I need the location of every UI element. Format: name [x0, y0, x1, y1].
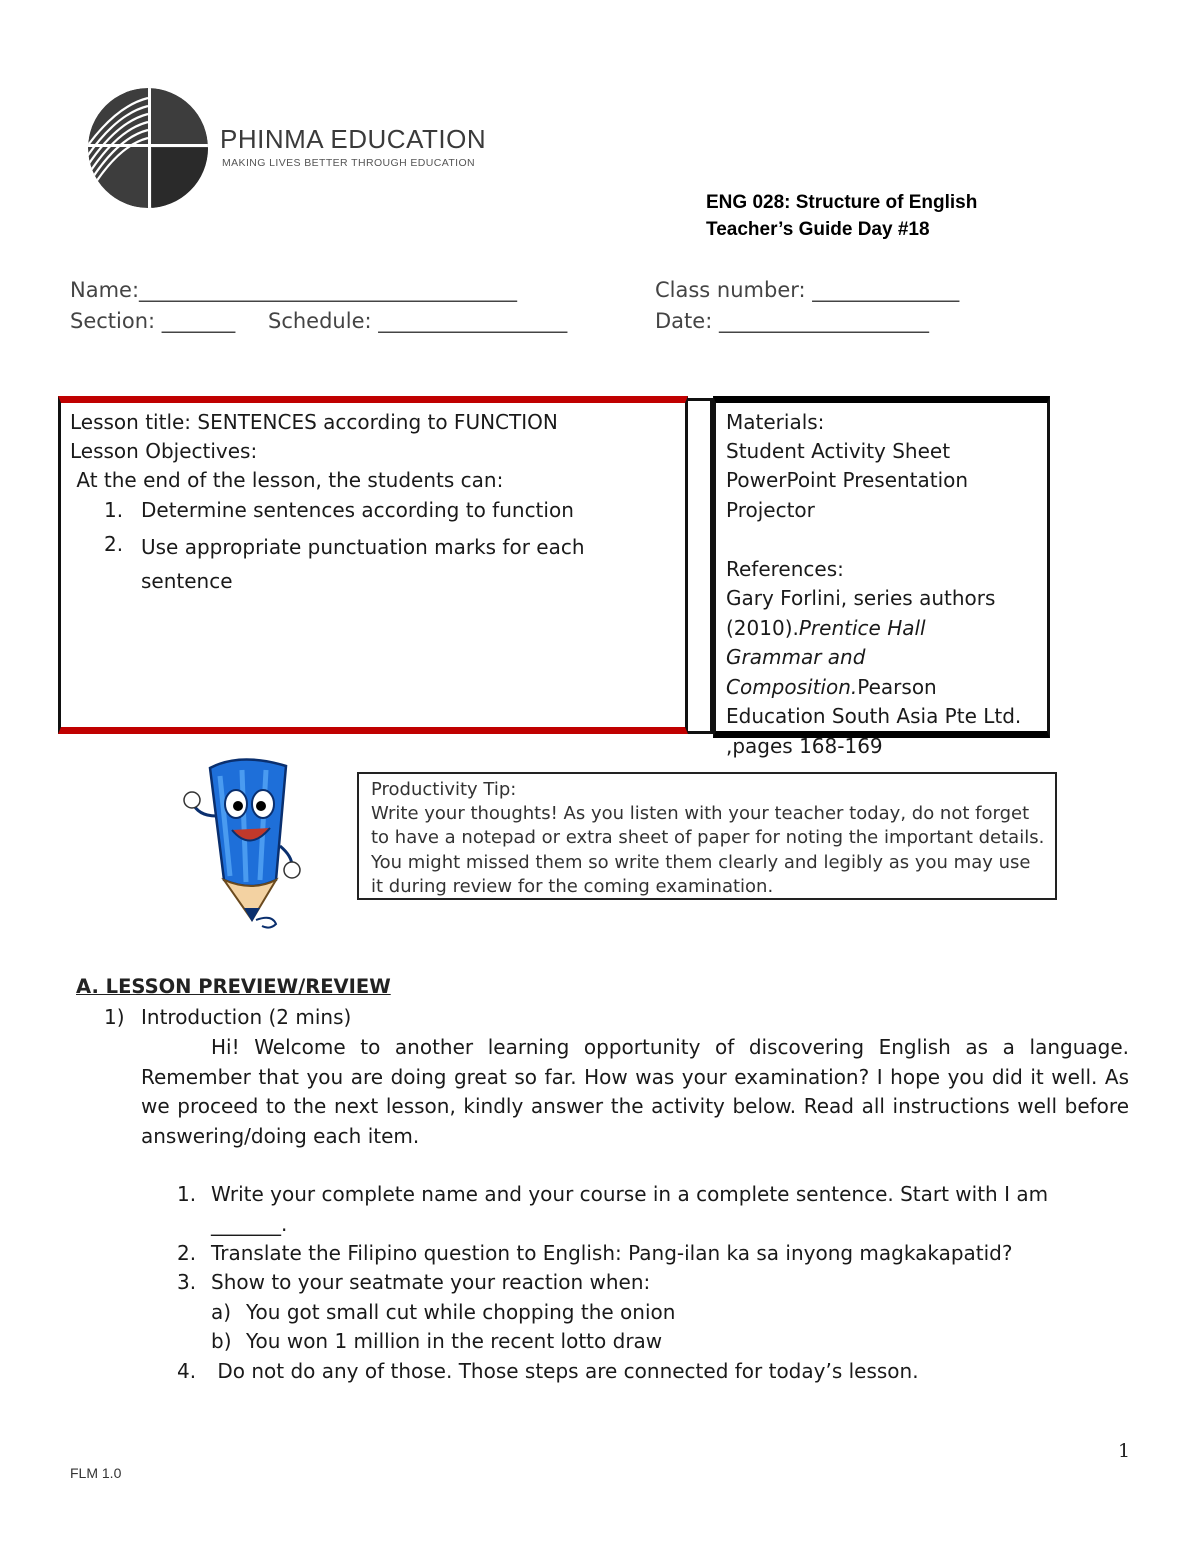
phinma-logo-icon — [86, 86, 214, 210]
reference-pages: ,pages 168-169 — [726, 733, 883, 758]
activity-number: 2. — [177, 1241, 197, 1265]
activity-subnumber: a) — [211, 1300, 232, 1324]
guide-day: Teacher’s Guide Day #18 — [706, 219, 930, 240]
objectives-label: Lesson Objectives: — [70, 439, 258, 463]
pencil-mascot-icon — [180, 756, 310, 932]
objectives-intro: At the end of the lesson, the students can: — [70, 468, 504, 492]
activity-item: Do not do any of those. Those steps are connected for today’s lesson. — [211, 1359, 919, 1383]
materials-item: PowerPoint Presentation — [726, 468, 969, 492]
materials-item: Student Activity Sheet — [726, 439, 951, 463]
intro-number: 1) — [104, 1005, 125, 1029]
brand-name: PHINMA EDUCATION — [220, 124, 487, 154]
name-field[interactable]: Name:____________________________________ — [70, 278, 518, 302]
materials-label: Materials: — [726, 410, 825, 434]
activity-item: Translate the Filipino question to English: Pang-ilan ka sa inyong magkakapatid? — [211, 1241, 1013, 1265]
brand-tagline: MAKING LIVES BETTER THROUGH EDUCATION — [222, 157, 476, 169]
tip-label: Productivity Tip: — [371, 779, 517, 800]
objective-item: Determine sentences according to function — [141, 498, 574, 522]
page-number: 1 — [1118, 1440, 1131, 1462]
objective-number: 1. — [104, 498, 124, 522]
activity-subnumber: b) — [211, 1329, 232, 1353]
activity-number: 1. — [177, 1182, 197, 1206]
materials-item: Projector — [726, 498, 815, 522]
reference-author: Gary Forlini, series authors — [726, 586, 996, 610]
schedule-field[interactable]: Schedule: __________________ — [268, 309, 568, 333]
intro-paragraph: Hi! Welcome to another learning opportunity of discovering English as a language. Remember that you are doing great so far. How was your examination? I hope you did it well. As we proceed to the next lesson, kindly answer the activity below. Read all instructions well before answering/doing each item. — [141, 1035, 1129, 1148]
reference-publisher: Pearson Education South Asia Pte Ltd. — [726, 674, 1022, 728]
course-title: ENG 028: Structure of English — [706, 192, 978, 213]
tip-text: Write your thoughts! As you listen with your teacher today, do not forget to have a notepad or extra sheet of paper for noting the important details. You might missed them so write them clearly and legibly as you may use it during review for the coming examination. — [371, 803, 1045, 897]
objective-item: Use appropriate punctuation marks for each sentence — [141, 535, 585, 593]
activity-item: Show to your seatmate your reaction when: — [211, 1270, 651, 1294]
section-field[interactable]: Section: _______ — [70, 309, 236, 333]
footer-version: FLM 1.0 — [70, 1465, 122, 1481]
references-label: References: — [726, 557, 844, 581]
reference-entry — [726, 584, 1026, 761]
activity-number: 4. — [177, 1359, 197, 1383]
intro-label: Introduction (2 mins) — [141, 1005, 352, 1029]
objective-number: 2. — [104, 532, 124, 556]
activity-item: Write your complete name and your course in a complete sentence. Start with I am _______. — [211, 1182, 1049, 1236]
section-a-heading: A. LESSON PREVIEW/REVIEW — [76, 975, 391, 998]
reference-title: Prentice Hall Grammar and Composition. — [726, 615, 926, 699]
lesson-title: Lesson title: SENTENCES according to FUNCTION — [70, 410, 558, 434]
activity-subitem: You won 1 million in the recent lotto draw — [246, 1329, 663, 1353]
class-number-field[interactable]: Class number: ______________ — [655, 278, 960, 302]
box-divider — [688, 398, 713, 734]
reference-year: (2010). — [726, 615, 799, 640]
date-field[interactable]: Date: ____________________ — [655, 309, 929, 333]
activity-number: 3. — [177, 1270, 197, 1294]
activity-subitem: You got small cut while chopping the onion — [246, 1300, 676, 1324]
